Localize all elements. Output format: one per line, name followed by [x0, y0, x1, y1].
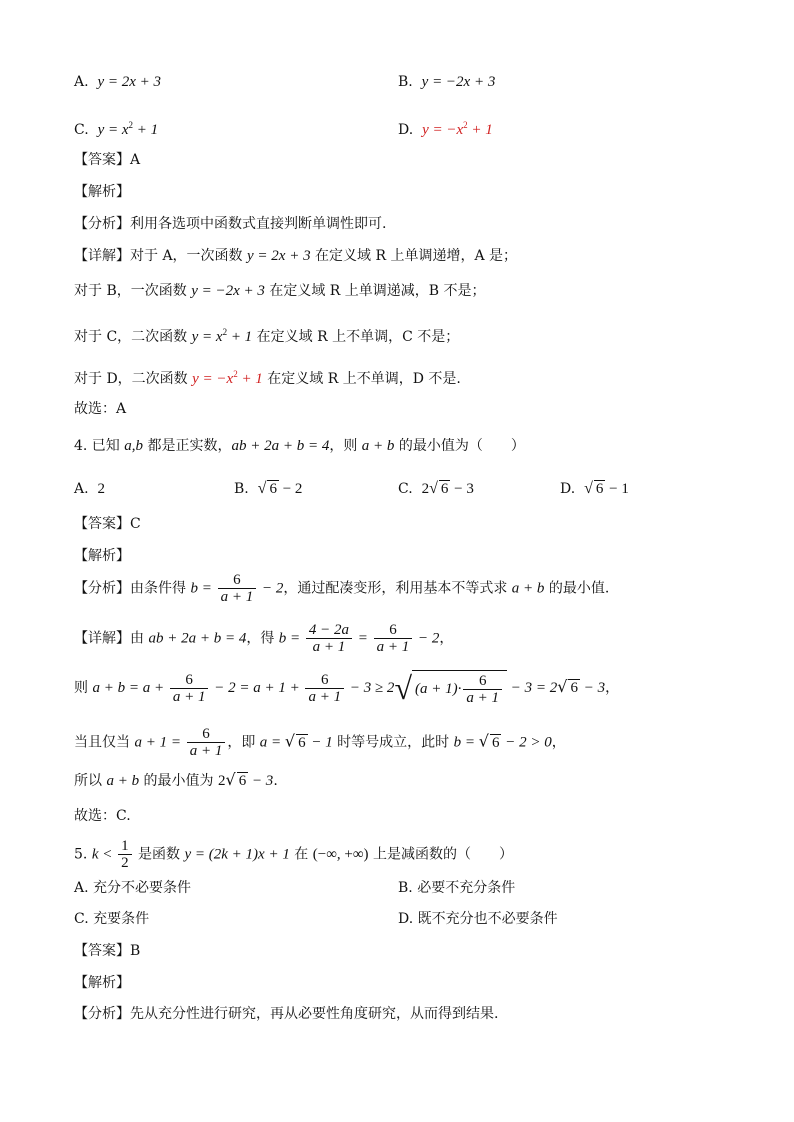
text: ，即 — [227, 734, 260, 751]
numerator: 6 — [478, 673, 487, 689]
text: 在 — [289, 846, 313, 863]
sqrt-icon: √ — [584, 480, 593, 497]
math-expr: y = −x — [192, 371, 234, 387]
radicand: 6 — [298, 734, 306, 751]
text: 对于 B，一次函数 — [74, 283, 192, 299]
math-expr: 2 — [97, 481, 105, 497]
text: ， — [605, 680, 620, 696]
math-expr: y = −x — [422, 122, 464, 138]
square-root — [394, 670, 507, 706]
text: 当且仅当 — [74, 734, 135, 751]
math-expr: a = — [259, 734, 285, 751]
math-expr: − 2 — [414, 630, 440, 647]
q4-stem — [74, 436, 525, 456]
fraction — [463, 673, 502, 706]
q3-answer: 【答案】A — [74, 152, 141, 168]
math-expr: y = −2x + 3 — [191, 283, 265, 299]
q5-jiexi: 【解析】 — [74, 975, 130, 991]
q3-detail-c — [74, 322, 459, 347]
sqrt-icon: √ — [257, 480, 267, 497]
sqrt-icon: √ — [557, 677, 568, 696]
math-expr: a + b = a + — [92, 680, 168, 696]
option-label: D. — [398, 122, 414, 138]
option-label: A. — [74, 74, 89, 90]
fraction — [218, 572, 257, 605]
fraction — [374, 622, 413, 655]
math-expr: − 2 = a + 1 + — [210, 680, 304, 696]
fraction — [170, 672, 209, 705]
math-expr: a,b — [124, 438, 144, 454]
text: 所以 — [74, 773, 107, 789]
math-expr: a + 1 = — [134, 734, 185, 751]
math-expr: − 3 — [248, 773, 274, 789]
text: ，则 — [329, 438, 362, 454]
math-expr: y = 2x + 3 — [247, 248, 311, 264]
math-expr: + 1 — [467, 122, 493, 138]
sqrt-icon: √ — [394, 670, 412, 706]
numerator: 6 — [233, 572, 241, 588]
q4-detail — [74, 622, 453, 655]
math-expr: ab + 2a + b = 4 — [231, 438, 330, 454]
q3-detail-d — [74, 364, 461, 389]
text: 对于 C，二次函数 — [74, 329, 192, 345]
math-expr: y = x — [191, 329, 223, 345]
sqrt-icon: √ — [225, 770, 236, 789]
q4-option-a — [74, 479, 105, 499]
text: 则 — [74, 680, 93, 696]
q3-detail-b — [74, 281, 486, 301]
radicand: 6 — [269, 481, 277, 497]
q3-option-b — [398, 72, 495, 92]
sqrt-icon: √ — [284, 731, 296, 751]
fraction — [118, 838, 132, 871]
math-expr: − 3 ≥ 2 — [346, 680, 395, 696]
math-expr: k < — [91, 846, 117, 863]
q5-answer: 【答案】B — [74, 943, 141, 959]
text: 对于 D，二次函数 — [74, 371, 193, 387]
math-expr: − 2 — [278, 481, 303, 497]
denominator: a + 1 — [374, 638, 413, 655]
q4-option-c — [398, 479, 474, 499]
math-expr: − 3 = 2 — [507, 680, 558, 696]
q4-chain — [74, 670, 619, 706]
q3-choice: 故选：A — [74, 401, 127, 417]
numerator: 1 — [121, 838, 129, 854]
option-label: C. — [74, 122, 89, 138]
text: 【详解】对于 A，一次函数 — [74, 248, 248, 264]
text: 在定义域 R 上不单调，C 不是； — [252, 329, 460, 345]
option-label: B. — [234, 481, 249, 497]
option-label: D. — [560, 481, 576, 497]
radicand: (a + 1)· — [415, 680, 462, 697]
sqrt-icon: √ — [478, 731, 489, 751]
denominator: a + 1 — [187, 742, 226, 759]
math-expr: a + b — [511, 580, 545, 597]
text: 上是减函数的（ ） — [368, 846, 513, 863]
q4-choice: 故选：C. — [74, 808, 131, 824]
exponent: 2 — [128, 120, 134, 130]
text: . — [273, 773, 278, 789]
q3-option-a — [74, 72, 161, 92]
math-expr: y = x — [97, 122, 129, 138]
denominator: a + 1 — [305, 688, 344, 705]
math-expr: (−∞, +∞) — [312, 846, 369, 863]
exponent: 2 — [233, 369, 238, 379]
fraction — [305, 672, 344, 705]
denominator: a + 1 — [218, 588, 257, 605]
math-expr: y = (2k + 1)x + 1 — [184, 846, 290, 863]
q5-option-a: A. 充分不必要条件 — [74, 880, 192, 896]
q4-option-d — [560, 479, 629, 499]
math-expr: b = — [453, 734, 479, 751]
option-label: B. — [398, 74, 413, 90]
option-label: C. — [398, 481, 413, 497]
math-expr: 2 — [421, 481, 430, 497]
radicand: 6 — [595, 481, 604, 497]
math-expr: b = — [190, 580, 216, 597]
math-expr: + 1 — [227, 329, 253, 345]
numerator: 6 — [202, 726, 210, 742]
text: 在定义域 R 上单调递减，B 不是； — [264, 283, 486, 299]
q4-fenxi — [74, 572, 609, 605]
denominator: 2 — [118, 854, 132, 871]
text: 时等号成立，此时 — [332, 734, 454, 751]
text: ，通过配凑变形，利用基本不等式求 — [283, 580, 512, 597]
denominator: a + 1 — [170, 688, 209, 705]
math-expr: − 3 — [450, 481, 474, 497]
text: 4. 已知 — [74, 438, 125, 454]
math-expr: ab + 2a + b = 4 — [148, 630, 247, 647]
numerator: 4 − 2a — [308, 622, 350, 638]
exponent: 2 — [222, 327, 228, 337]
radicand: 6 — [440, 481, 449, 497]
text: 【详解】由 — [74, 630, 149, 647]
math-expr: y = −2x + 3 — [421, 74, 496, 90]
math-expr: + 1 — [133, 122, 159, 138]
denominator: a + 1 — [306, 638, 352, 655]
q4-answer: 【答案】C — [74, 516, 141, 532]
text: 是函数 — [133, 846, 185, 863]
question-number: 5. — [74, 846, 92, 863]
math-expr: − 1 — [605, 481, 629, 497]
math-expr: 2 — [217, 773, 226, 789]
q4-option-b — [234, 479, 302, 499]
math-expr: b = — [278, 630, 304, 647]
q5-option-d: D. 既不充分也不必要条件 — [398, 911, 558, 927]
math-expr: − 3 — [579, 680, 606, 696]
sqrt-icon: √ — [429, 480, 438, 497]
math-expr: − 1 — [307, 734, 333, 751]
q5-stem — [74, 838, 513, 871]
text: ， — [551, 734, 566, 751]
text: 的最小值为 — [139, 773, 218, 789]
numerator: 6 — [185, 671, 193, 688]
q5-fenxi: 【分析】先从充分性进行研究，再从必要性角度研究，从而得到结果. — [74, 1006, 499, 1022]
q4-jiexi: 【解析】 — [74, 548, 130, 564]
q4-equality — [74, 726, 566, 759]
q5-option-b: B. 必要不充分条件 — [398, 880, 516, 896]
q3-jiexi: 【解析】 — [74, 184, 130, 200]
exponent: 2 — [463, 120, 468, 130]
radicand: 6 — [491, 734, 500, 751]
math-expr: + 1 — [237, 371, 263, 387]
math-expr: a + b — [106, 773, 140, 789]
text: ，得 — [246, 630, 279, 647]
denominator: a + 1 — [463, 689, 502, 706]
q3-detail-a — [74, 246, 517, 266]
q3-option-c — [74, 115, 158, 140]
math-expr: a + b — [361, 438, 395, 454]
text: 的最小值. — [544, 580, 610, 597]
math-expr: y = 2x + 3 — [97, 74, 162, 90]
numerator: 6 — [321, 671, 329, 688]
numerator: 6 — [389, 622, 397, 638]
q4-conclusion — [74, 770, 278, 791]
math-expr: − 2 — [258, 580, 284, 597]
option-label: A. — [74, 481, 89, 497]
text: 【分析】由条件得 — [74, 580, 191, 597]
q5-option-c: C. 充要条件 — [74, 911, 150, 927]
math-expr: − 2 > 0 — [501, 734, 552, 751]
text: 在定义域 R 上单调递增，A 是； — [310, 248, 518, 264]
q3-fenxi: 【分析】利用各选项中函数式直接判断单调性即可. — [74, 216, 387, 232]
fraction — [306, 622, 352, 655]
radicand: 6 — [238, 773, 247, 789]
text: 都是正实数， — [143, 438, 232, 454]
radicand: 6 — [570, 680, 578, 696]
q3-option-d — [398, 115, 493, 140]
text: 在定义域 R 上不单调，D 不是. — [262, 371, 461, 387]
fraction — [187, 726, 226, 759]
text: ， — [439, 630, 454, 647]
text: 的最小值为（ ） — [394, 438, 525, 454]
math-expr: = — [354, 630, 372, 647]
